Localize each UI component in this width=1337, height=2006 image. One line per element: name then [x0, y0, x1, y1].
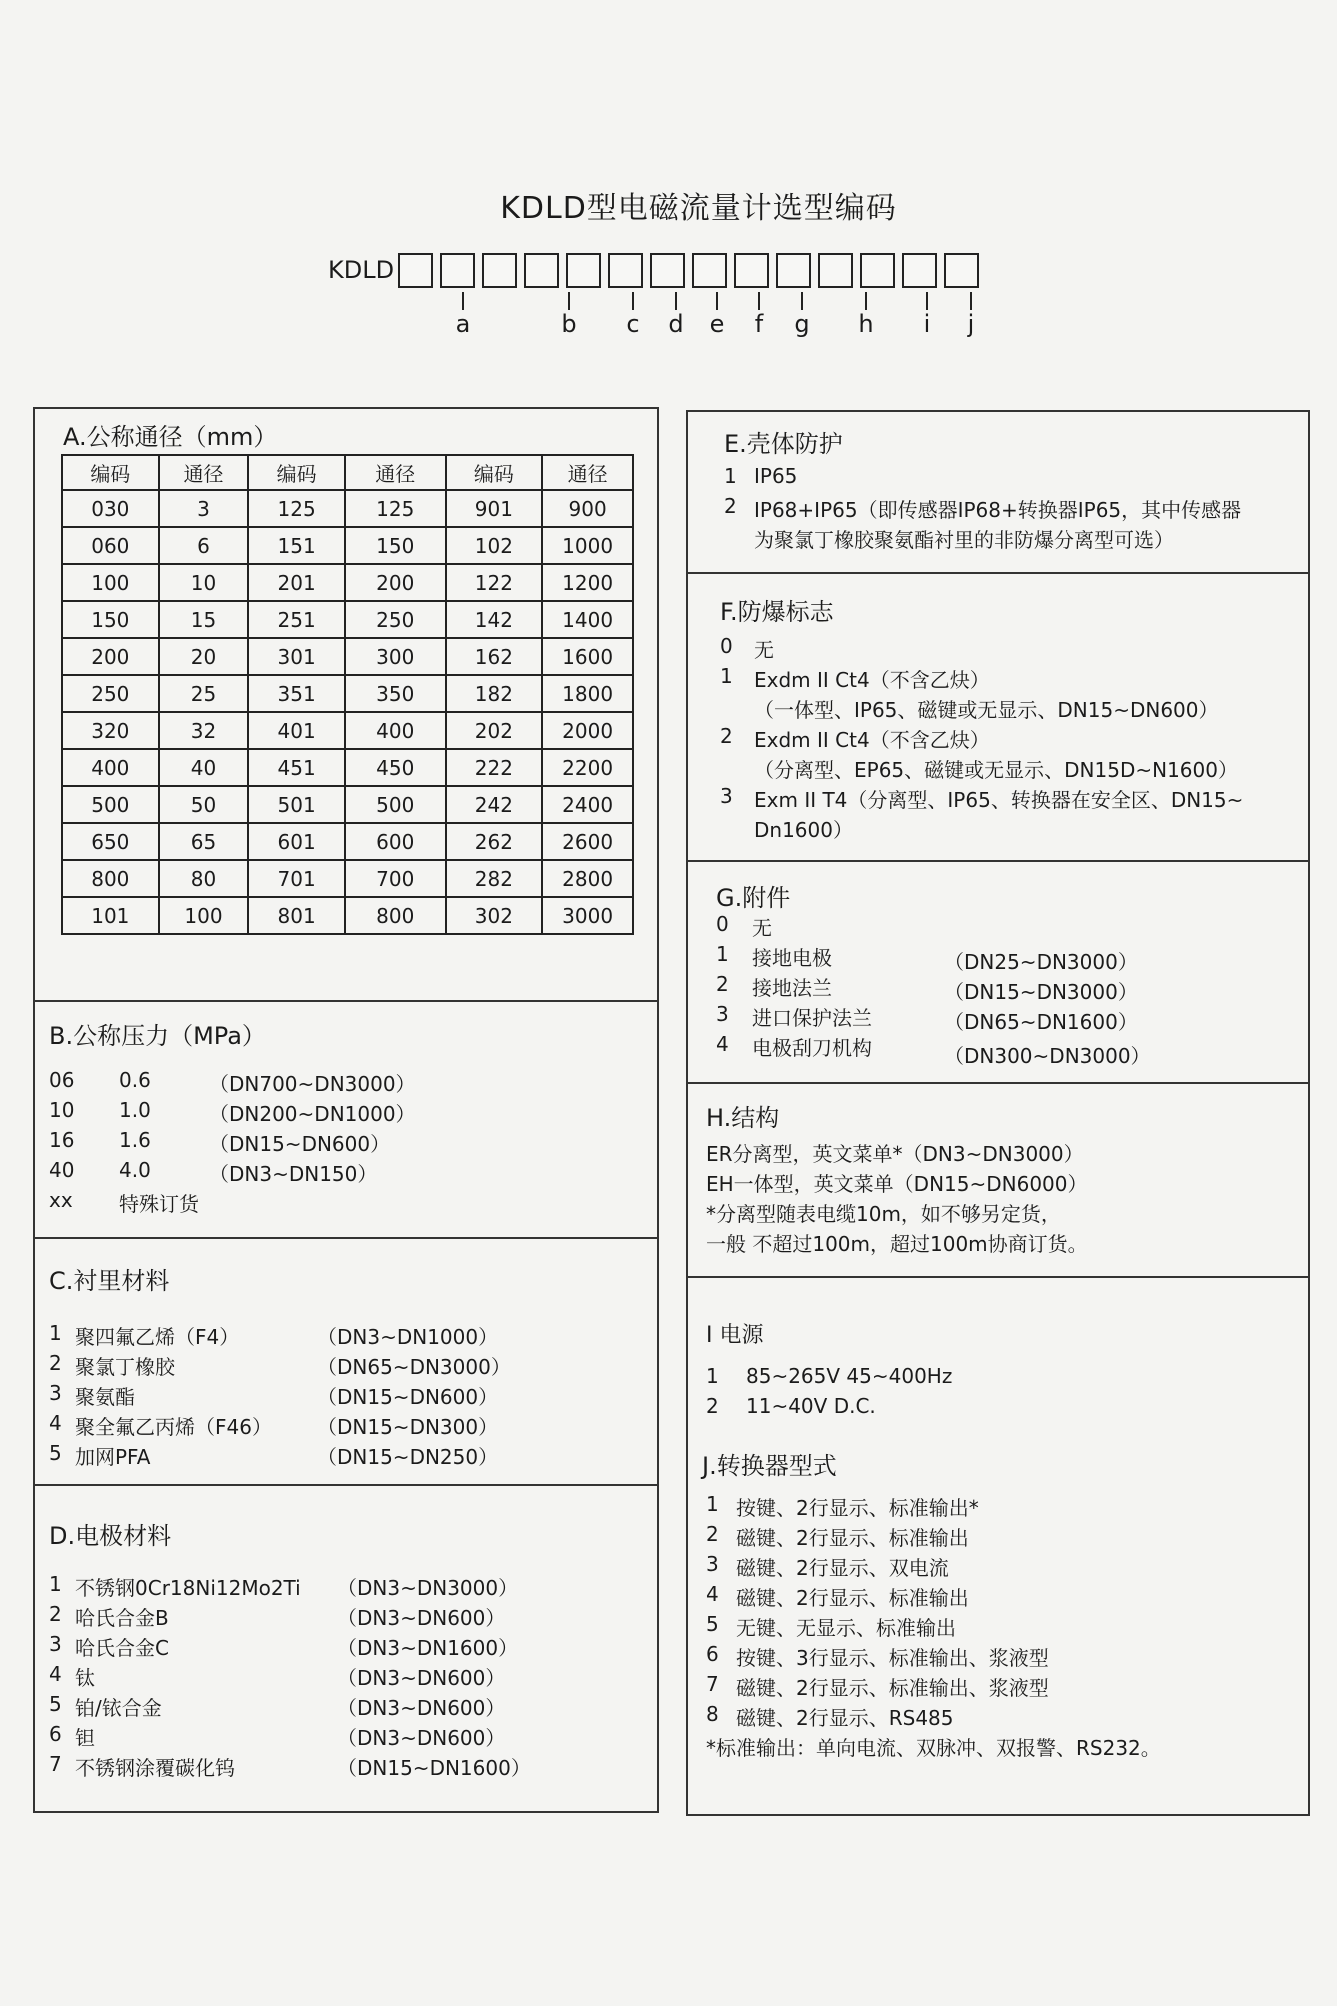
item-range: （DN300~DN3000）	[944, 1044, 1151, 1068]
section-d-electrode-material	[35, 1484, 657, 1811]
code-letter-b: b	[561, 310, 577, 338]
item-range: （DN15~DN3000）	[944, 980, 1138, 1004]
item-code: 10	[49, 1098, 75, 1122]
code-box	[524, 253, 559, 288]
diameter-cell: 1600	[542, 638, 633, 675]
item-range: （DN3~DN3000）	[337, 1576, 519, 1600]
item-range: （DN3~DN600）	[337, 1726, 506, 1750]
item-code: 4	[49, 1662, 62, 1686]
code-cell: 151	[248, 527, 345, 564]
item-code: 1	[49, 1572, 62, 1596]
code-letter-g: g	[794, 310, 810, 338]
item-code: 4	[706, 1582, 719, 1606]
code-cell: 201	[248, 564, 345, 601]
code-letter-f: f	[754, 310, 764, 338]
code-cell: 500	[62, 786, 159, 823]
item-code: 2	[720, 724, 733, 748]
item-text: 为聚氯丁橡胶聚氨酯衬里的非防爆分离型可选）	[754, 528, 1174, 552]
table-row	[62, 712, 633, 749]
section-g-title: G.附件	[716, 884, 791, 912]
item-text: 磁键、2行显示、标准输出	[736, 1586, 969, 1610]
code-cell: 101	[62, 897, 159, 934]
item-name: 哈氏合金C	[75, 1636, 169, 1660]
column-header: 通径	[159, 455, 249, 490]
diameter-cell: 15	[159, 601, 249, 638]
code-letter-i: i	[923, 310, 931, 338]
item-code: 2	[716, 972, 729, 996]
section-a-title: A.公称通径（mm）	[63, 423, 278, 451]
table-row	[62, 527, 633, 564]
item-range: （DN25~DN3000）	[944, 950, 1138, 974]
diameter-cell: 2200	[542, 749, 633, 786]
item-range: （DN15~DN1600）	[337, 1756, 531, 1780]
table-row	[62, 601, 633, 638]
item-name: 接地电极	[752, 946, 832, 970]
code-tick	[865, 292, 867, 310]
item-text: 无	[754, 638, 774, 662]
section-h-structure	[688, 1082, 1308, 1276]
code-box	[902, 253, 937, 288]
item-code: 16	[49, 1128, 75, 1152]
item-name: 聚四氟乙烯（F4）	[75, 1325, 240, 1349]
diameter-cell: 3000	[542, 897, 633, 934]
section-j-converter-type	[688, 1442, 1308, 1814]
diameter-cell: 80	[159, 860, 249, 897]
code-cell: 060	[62, 527, 159, 564]
model-code-row	[328, 250, 986, 290]
item-text: 85~265V 45~400Hz	[746, 1364, 953, 1388]
section-c-title: C.衬里材料	[49, 1267, 170, 1295]
item-range: （DN3~DN1000）	[317, 1325, 499, 1349]
item-text: 无键、无显示、标准输出	[736, 1616, 956, 1640]
item-code: 1	[49, 1321, 62, 1345]
code-tick	[758, 292, 760, 310]
code-cell: 250	[62, 675, 159, 712]
table-row	[62, 675, 633, 712]
item-text: IP68+IP65（即传感器IP68+转换器IP65，其中传感器	[754, 498, 1242, 522]
diameter-cell: 2000	[542, 712, 633, 749]
item-range: （DN200~DN1000）	[209, 1102, 416, 1126]
section-j-title: J.转换器型式	[702, 1452, 837, 1480]
code-cell: 801	[248, 897, 345, 934]
item-text: Exdm II Ct4（不含乙炔）	[754, 728, 990, 752]
item-name: 哈氏合金B	[75, 1606, 169, 1630]
item-text: 磁键、2行显示、标准输出、浆液型	[736, 1676, 1049, 1700]
section-g-accessories	[688, 860, 1308, 1082]
item-text: Exm II T4（分离型、IP65、转换器在安全区、DN15~	[754, 788, 1244, 812]
page-title: KDLD型电磁流量计选型编码	[500, 191, 897, 226]
diameter-cell: 250	[345, 601, 446, 638]
model-code-prefix: KDLD	[328, 256, 395, 284]
item-code: 40	[49, 1158, 75, 1182]
converter-footnote: *标准输出：单向电流、双脉冲、双报警、RS232。	[706, 1736, 1161, 1760]
item-text: （分离型、EP65、磁键或无显示、DN15D~N1600）	[754, 758, 1238, 782]
column-header: 通径	[542, 455, 633, 490]
item-code: 5	[49, 1692, 62, 1716]
item-code: 5	[706, 1612, 719, 1636]
diameter-cell: 125	[345, 490, 446, 527]
code-cell: 400	[62, 749, 159, 786]
item-name: 进口保护法兰	[752, 1006, 872, 1030]
code-box	[650, 253, 685, 288]
item-text: 11~40V D.C.	[746, 1394, 876, 1418]
code-cell: 401	[248, 712, 345, 749]
code-cell: 262	[446, 823, 543, 860]
item-code: 1	[706, 1364, 719, 1388]
item-text: （一体型、IP65、磁键或无显示、DN15~DN600）	[754, 698, 1219, 722]
code-cell: 100	[62, 564, 159, 601]
item-code: 2	[724, 494, 737, 518]
diameter-cell: 1000	[542, 527, 633, 564]
item-name: 铂/铱合金	[75, 1696, 162, 1720]
code-letter-j: j	[967, 310, 975, 338]
code-cell: 800	[62, 860, 159, 897]
column-header: 编码	[446, 455, 543, 490]
section-c-lining-material	[35, 1237, 657, 1484]
diameter-cell: 50	[159, 786, 249, 823]
code-box	[566, 253, 601, 288]
item-code: 4	[49, 1411, 62, 1435]
diameter-table	[61, 454, 634, 935]
item-range: （DN3~DN600）	[337, 1606, 506, 1630]
code-box	[860, 253, 895, 288]
code-box	[398, 253, 433, 288]
item-code: 2	[706, 1394, 719, 1418]
diameter-cell: 150	[345, 527, 446, 564]
item-range: （DN700~DN3000）	[209, 1072, 416, 1096]
diameter-cell: 2400	[542, 786, 633, 823]
code-box	[482, 253, 517, 288]
item-range: （DN3~DN600）	[337, 1666, 506, 1690]
item-value: 0.6	[119, 1068, 151, 1092]
code-tick	[716, 292, 718, 310]
diameter-cell: 6	[159, 527, 249, 564]
code-cell: 162	[446, 638, 543, 675]
code-cell: 701	[248, 860, 345, 897]
diameter-cell: 20	[159, 638, 249, 675]
item-code: 1	[706, 1492, 719, 1516]
item-value: 1.6	[119, 1128, 151, 1152]
code-box	[944, 253, 979, 288]
column-header: 通径	[345, 455, 446, 490]
code-cell: 200	[62, 638, 159, 675]
left-panel	[33, 407, 659, 1813]
code-cell: 251	[248, 601, 345, 638]
item-name: 钽	[75, 1726, 95, 1750]
item-code: 3	[720, 784, 733, 808]
code-tick	[926, 292, 928, 310]
diameter-cell: 2600	[542, 823, 633, 860]
section-h-title: H.结构	[706, 1104, 780, 1132]
code-cell: 150	[62, 601, 159, 638]
diameter-cell: 450	[345, 749, 446, 786]
code-box	[776, 253, 811, 288]
code-cell: 030	[62, 490, 159, 527]
section-e-title: E.壳体防护	[724, 430, 843, 458]
item-range: （DN3~DN150）	[209, 1162, 378, 1186]
item-range: （DN3~DN600）	[337, 1696, 506, 1720]
item-code: 06	[49, 1068, 75, 1092]
structure-line: ER分离型，英文菜单*（DN3~DN3000）	[706, 1142, 1084, 1166]
section-i-power-supply	[688, 1276, 1308, 1442]
table-row	[62, 786, 633, 823]
item-range: （DN65~DN1600）	[944, 1010, 1138, 1034]
item-code: 7	[706, 1672, 719, 1696]
structure-line: EH一体型，英文菜单（DN15~DN6000）	[706, 1172, 1088, 1196]
code-tick	[632, 292, 634, 310]
code-box	[692, 253, 727, 288]
item-code: 2	[706, 1522, 719, 1546]
code-tick	[568, 292, 570, 310]
column-header: 编码	[62, 455, 159, 490]
section-e-housing-protection	[688, 412, 1308, 572]
item-range: （DN15~DN250）	[317, 1445, 499, 1469]
item-code: 1	[716, 942, 729, 966]
item-code: xx	[49, 1188, 73, 1212]
item-text: 磁键、2行显示、标准输出	[736, 1526, 969, 1550]
item-name: 无	[752, 916, 772, 940]
section-b-title: B.公称压力（MPa）	[49, 1022, 266, 1050]
item-code: 3	[706, 1552, 719, 1576]
code-letter-e: e	[709, 310, 725, 338]
code-cell: 501	[248, 786, 345, 823]
diameter-cell: 400	[345, 712, 446, 749]
item-code: 8	[706, 1702, 719, 1726]
item-name: 不锈钢0Cr18Ni12Mo2Ti	[75, 1576, 301, 1600]
item-name: 钛	[75, 1666, 95, 1690]
item-text: Dn1600）	[754, 818, 853, 842]
diameter-cell: 300	[345, 638, 446, 675]
diameter-cell: 100	[159, 897, 249, 934]
code-cell: 320	[62, 712, 159, 749]
code-cell: 351	[248, 675, 345, 712]
item-code: 6	[49, 1722, 62, 1746]
table-row	[62, 490, 633, 527]
code-letter-c: c	[626, 310, 640, 338]
code-tick	[970, 292, 972, 310]
diameter-cell: 350	[345, 675, 446, 712]
diameter-cell: 1800	[542, 675, 633, 712]
code-cell: 142	[446, 601, 543, 638]
code-box	[440, 253, 475, 288]
diameter-cell: 10	[159, 564, 249, 601]
item-range: （DN15~DN600）	[317, 1385, 499, 1409]
table-header-row	[62, 455, 633, 490]
table-row	[62, 860, 633, 897]
code-cell: 282	[446, 860, 543, 897]
section-b-nominal-pressure	[35, 1000, 657, 1237]
code-cell: 301	[248, 638, 345, 675]
diameter-cell: 25	[159, 675, 249, 712]
item-name: 电极刮刀机构	[752, 1036, 872, 1060]
table-row	[62, 638, 633, 675]
section-i-title: I 电源	[706, 1323, 764, 1348]
item-range: （DN65~DN3000）	[317, 1355, 511, 1379]
item-name: 聚全氟乙丙烯（F46）	[75, 1415, 272, 1439]
item-value: 1.0	[119, 1098, 151, 1122]
item-code: 0	[716, 912, 729, 936]
item-text: IP65	[754, 464, 798, 488]
code-box	[818, 253, 853, 288]
item-code: 7	[49, 1752, 62, 1776]
diameter-cell: 700	[345, 860, 446, 897]
item-code: 3	[49, 1381, 62, 1405]
code-tick	[462, 292, 464, 310]
structure-line: *分离型随表电缆10m，如不够另定货，	[706, 1202, 1061, 1226]
diameter-cell: 65	[159, 823, 249, 860]
code-cell: 122	[446, 564, 543, 601]
item-text: 按键、3行显示、标准输出、浆液型	[736, 1646, 1049, 1670]
item-name: 接地法兰	[752, 976, 832, 1000]
diameter-cell: 500	[345, 786, 446, 823]
column-header: 编码	[248, 455, 345, 490]
diameter-cell: 200	[345, 564, 446, 601]
item-code: 6	[706, 1642, 719, 1666]
table-row	[62, 823, 633, 860]
code-letter-h: h	[858, 310, 874, 338]
code-cell: 601	[248, 823, 345, 860]
code-letter-a: a	[455, 310, 471, 338]
item-code: 3	[716, 1002, 729, 1026]
section-f-explosion-proof	[688, 572, 1308, 860]
section-a-nominal-diameter	[35, 409, 657, 1000]
table-row	[62, 564, 633, 601]
code-cell: 125	[248, 490, 345, 527]
code-cell: 901	[446, 490, 543, 527]
code-cell: 222	[446, 749, 543, 786]
diameter-cell: 600	[345, 823, 446, 860]
section-f-title: F.防爆标志	[720, 598, 834, 626]
code-cell: 182	[446, 675, 543, 712]
item-code: 3	[49, 1632, 62, 1656]
code-box	[608, 253, 643, 288]
diameter-cell: 32	[159, 712, 249, 749]
diameter-cell: 2800	[542, 860, 633, 897]
code-cell: 650	[62, 823, 159, 860]
item-name: 不锈钢涂覆碳化钨	[75, 1756, 235, 1780]
diameter-cell: 3	[159, 490, 249, 527]
item-code: 5	[49, 1441, 62, 1465]
diameter-cell: 1400	[542, 601, 633, 638]
item-range: （DN15~DN300）	[317, 1415, 499, 1439]
item-code: 0	[720, 634, 733, 658]
table-row	[62, 897, 633, 934]
item-code: 4	[716, 1032, 729, 1056]
code-cell: 102	[446, 527, 543, 564]
code-cell: 202	[446, 712, 543, 749]
item-text: 磁键、2行显示、双电流	[736, 1556, 949, 1580]
item-code: 2	[49, 1351, 62, 1375]
diameter-cell: 900	[542, 490, 633, 527]
item-value: 特殊订货	[119, 1192, 199, 1216]
diameter-cell: 40	[159, 749, 249, 786]
code-cell: 242	[446, 786, 543, 823]
item-name: 加网PFA	[75, 1445, 151, 1469]
item-range: （DN3~DN1600）	[337, 1636, 519, 1660]
item-text: Exdm II Ct4（不含乙炔）	[754, 668, 990, 692]
structure-line: 一般 不超过100m，超过100m协商订货。	[706, 1232, 1088, 1256]
code-box	[734, 253, 769, 288]
code-tick	[801, 292, 803, 310]
diameter-cell: 1200	[542, 564, 633, 601]
item-code: 2	[49, 1602, 62, 1626]
code-cell: 302	[446, 897, 543, 934]
item-code: 1	[724, 464, 737, 488]
right-panel	[686, 410, 1310, 1816]
item-range: （DN15~DN600）	[209, 1132, 391, 1156]
item-name: 聚氨酯	[75, 1385, 135, 1409]
item-code: 1	[720, 664, 733, 688]
code-tick	[675, 292, 677, 310]
item-text: 按键、2行显示、标准输出*	[736, 1496, 979, 1520]
item-name: 聚氯丁橡胶	[75, 1355, 175, 1379]
code-letter-d: d	[668, 310, 684, 338]
item-value: 4.0	[119, 1158, 151, 1182]
item-text: 磁键、2行显示、RS485	[736, 1706, 954, 1730]
section-d-title: D.电极材料	[49, 1522, 172, 1550]
diameter-table-body	[62, 490, 633, 934]
diameter-cell: 800	[345, 897, 446, 934]
code-cell: 451	[248, 749, 345, 786]
table-row	[62, 749, 633, 786]
